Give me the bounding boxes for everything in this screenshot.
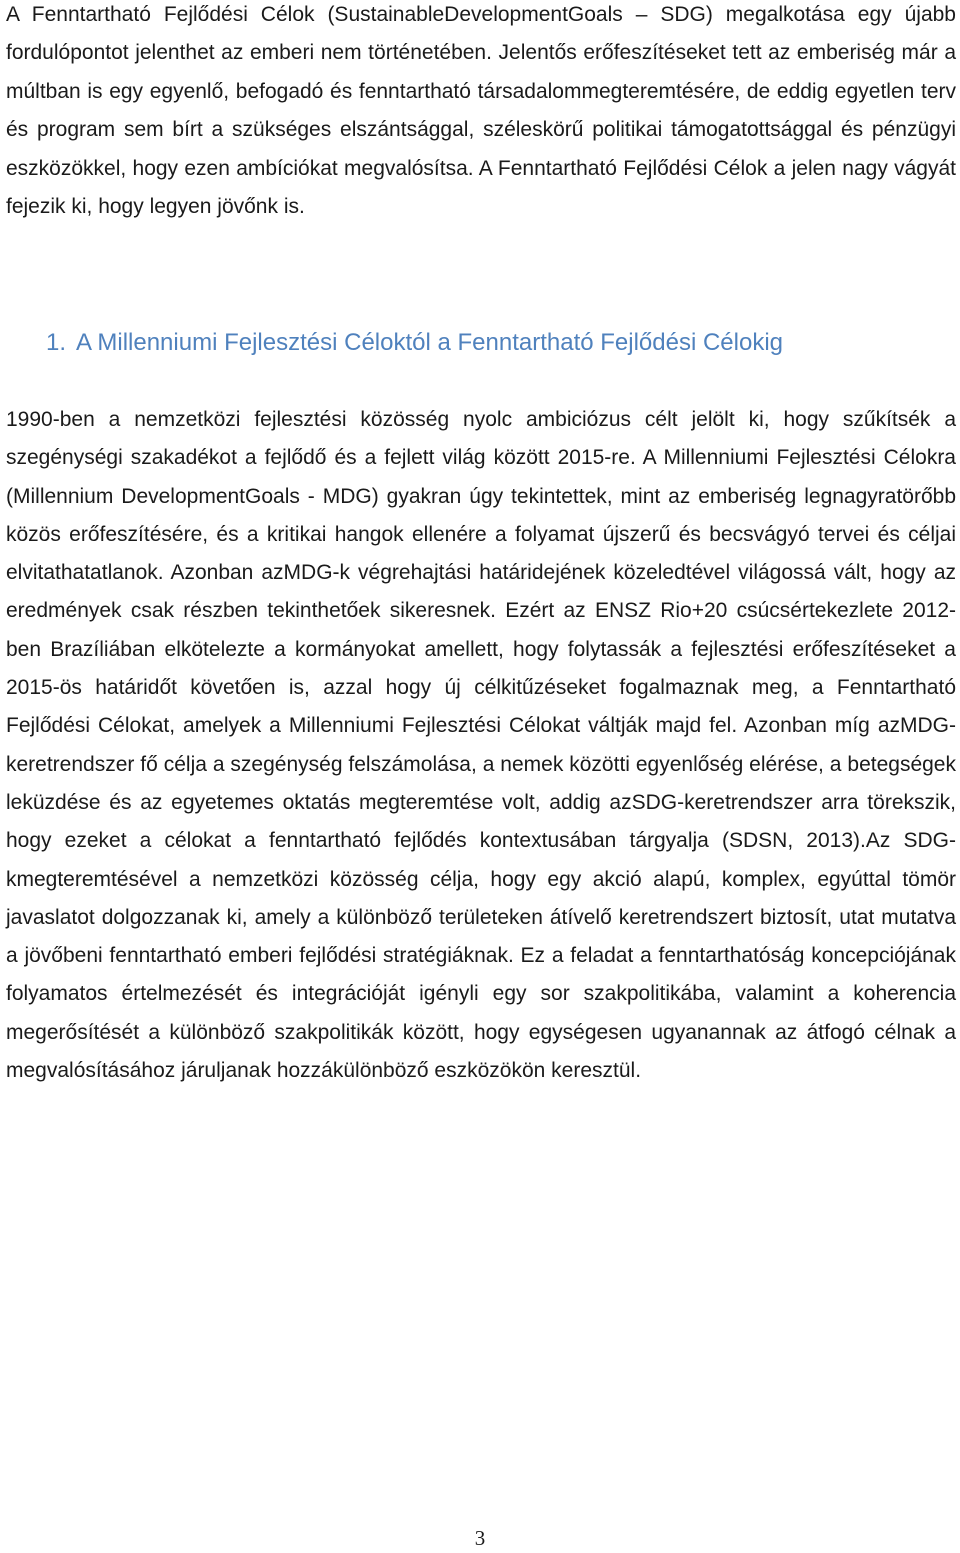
intro-paragraph: A Fenntartható Fejlődési Célok (SustainableDevelopmentGoals – SDG) megalkotása egy újabb fordulópontot jelenthet az emberi nem történetében. Jelentős erőfeszítéseket tett az emberiség már a múltban is egy egyenlő, befogadó és fenntartható társadalommegteremtésére, de eddig egyetlen terv és program sem bírt a szükséges elszántsággal, széleskörű politikai támogatottsággal és pénzügyi eszközökkel, hogy ezen ambíciókat megvalósítsa. A Fenntartható Fejlődési Célok a jelen nagy vágyát fejezik ki, hogy legyen jövőnk is. [6, 3, 956, 219]
body-paragraph: 1990-ben a nemzetközi fejlesztési közösség nyolc ambiciózus célt jelölt ki, hogy szűkítsék a szegénységi szakadékot a fejlődő és a fejlett világ között 2015-re. A Millenniumi Fejlesztési Célokra (Millennium DevelopmentGoals - MDG) gyakran úgy tekintettek, mint az emberiség legnagyratörőbb közös erőfeszítésére, és a kritikai hangok ellenére a folyamat újszerű és becsvágyó tervei és céljai elvitathatatlanok. Azonban azMDG-k végrehajtási határidejének közeledtével világossá vált, hogy az eredmények csak részben tekinthetőek sikeresnek. Ezért az ENSZ Rio+20 csúcsértekezlete 2012-ben Brazíliában elkötelezte a kormányokat amellett, hogy folytassák a fejlesztési erőfeszítéseket a 2015-ös határidőt követően is, azzal hogy új célkitűzéseket fogalmaznak meg, a Fenntartható Fejlődési Célokat, amelyek a Millenniumi Fejlesztési Célokat váltják majd fel. Azonban míg azMDG-keretrendszer fő célja a szegénység felszámolása, a nemek közötti egyenlőség elérése, a betegségek leküzdése és az egyetemes oktatás megteremtése volt, addig azSDG-keretrendszer arra törekszik, hogy ezeket a célokat a fenntartható fejlődés kontextusában tárgyalja (SDSN, 2013).Az SDG-kmegteremtésével a nemzetközi közösség célja, hogy egy akció alapú, komplex, egyúttal tömör javaslatot dolgozzanak ki, amely a különböző területeken átívelő keretrendszert biztosít, utat mutatva a jövőbeni fenntartható emberi fejlődési stratégiáknak. Ez a feladat a fenntarthatóság koncepciójának folyamatos értelmezését és integrációját igényli egy sor szakpolitikába, valamint a koherencia megerősítését a különböző szakpolitikák között, hogy egységesen ugyanannak az átfogó célnak a megvalósításához járuljanak hozzákülönböző eszközökön keresztül. [6, 408, 956, 1083]
section-number: 1. [46, 329, 67, 356]
section-heading [46, 324, 956, 362]
section-title: A Millenniumi Fejlesztési Céloktól a Fenntartható Fejlődési Célokig [76, 329, 784, 356]
page-number: 3 [474, 1526, 486, 1550]
